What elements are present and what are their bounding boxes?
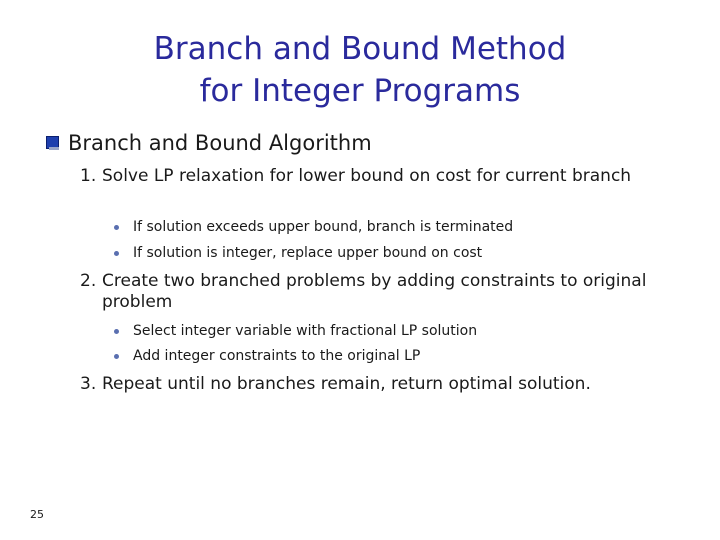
step-text: Create two branched problems by adding constraints to original problem (102, 271, 647, 312)
bullet-dot-icon (114, 251, 119, 256)
section-heading (46, 130, 372, 156)
sub-point-text: Select integer variable with fractional LP solution (133, 323, 478, 339)
bullet-dot-icon (114, 354, 119, 359)
step-text: Repeat until no branches remain, return optimal solution. (102, 374, 591, 394)
sub-point (114, 244, 482, 262)
bullet-dot-icon (114, 225, 119, 230)
step-item (80, 166, 660, 187)
title-line-1: Branch and Bound Method (153, 31, 567, 67)
sub-point-text: If solution exceeds upper bound, branch is terminated (133, 219, 514, 235)
square-bullet-icon (46, 136, 60, 150)
page-number: 25 (30, 508, 44, 521)
sub-point (114, 218, 513, 236)
step-item (80, 374, 660, 395)
sub-point-text: Add integer constraints to the original LP (133, 348, 421, 364)
sub-point-text: If solution is integer, replace upper bound on cost (133, 245, 483, 261)
step-number: 2. (80, 271, 97, 291)
title-line-2: for Integer Programs (199, 73, 521, 109)
sub-point (114, 347, 420, 365)
slide-title (0, 28, 720, 112)
sub-point (114, 322, 477, 340)
step-text: Solve LP relaxation for lower bound on cost for current branch (102, 166, 632, 186)
step-number: 3. (80, 374, 97, 394)
section-heading-text: Branch and Bound Algorithm (68, 131, 372, 155)
step-number: 1. (80, 166, 97, 186)
step-item (80, 271, 660, 313)
bullet-dot-icon (114, 329, 119, 334)
